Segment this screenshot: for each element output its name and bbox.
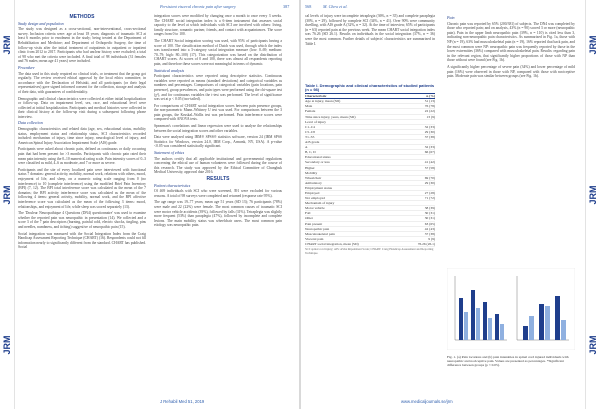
table-body bbox=[305, 99, 435, 247]
side-label-jrm: JRM bbox=[588, 35, 598, 55]
table-cell: 30 (31) bbox=[424, 216, 435, 221]
table-cell: 71 (72) bbox=[424, 196, 435, 201]
table-cell: Secondary or less bbox=[305, 160, 330, 165]
table-cell: 41 (42) bbox=[424, 160, 435, 165]
table-cell: 76 (78) bbox=[424, 104, 435, 109]
subheading: Procedure bbox=[18, 64, 35, 70]
table-cell: Fall bbox=[305, 211, 311, 216]
paragraph: Social integration was measured with the Social Integration Index from the Craig Handicap Assessment Reporting Technique (CHART) (16). Respondents could not fill information nearly to significantly different from the standard. CHART has published. Social bbox=[18, 231, 146, 250]
paragraph: Participants were asked about chronic pain, defined as continuous or daily occurring pain that had been present for >3 months. Participants with chronic pain rated their mean pain intensity using the 0–10 numerical rating scale. Pain intensity scores of 0–3 were classified as mild, 4–6 as moderate, and 7 or more as severe. bbox=[18, 147, 146, 166]
bar bbox=[476, 308, 480, 340]
table-cell: Neuropathic pain bbox=[305, 226, 330, 231]
paragraph: The study was designed as a cross-sectional, non-interventional, cross-sectional survey. Inclusion criteria were: age at least 18 years; diagnosis of traumatic SCI at least 6 months prior to enrolment in the study; being treated at the Department of Rehabilitation and Medicine; and Department of Orthopedic Surgery, the time of follow-up visits after the initial treatment of outpatients in outpatient or inpatient clinic from 2012 to 2017. Participants who had unclear history were excluded; a total of 98 who met the criteria were included. A final total of 98 individuals (31 females and 76 males; mean age 41 years) were included. bbox=[18, 27, 146, 64]
paragraph: Demographic and clinical characteristics were collected at either initial hospitalization or follow-up. Data on impairment level, sex, race, and educational level were collected at initial hospitalization. Participants and medical histories were collected in their clinical history at the follow-up visit during a subsequent following phone interview. bbox=[18, 96, 146, 119]
page-number: 568 bbox=[305, 4, 312, 9]
bar bbox=[495, 314, 499, 340]
table-cell: Male bbox=[305, 104, 313, 109]
paragraph: Participant characteristics were reported using descriptive statistics. Continuous variables were reported as means (standard deviations) and categorical variables as numbers and percentages. Comparisons of categorical variables (pain locations, pain presence), group prevalences, and pain types were performed using the chi-square test (χ²), and for continuous variables the t-test was performed. The level of significance was set at p < 0.05 (two-tailed). bbox=[154, 74, 282, 102]
table-cell: Female bbox=[305, 109, 316, 114]
paragraph: cal levels of injury were incomplete tetraplegia (36%, n = 35) and complete paraplegia (30%, n = 29), followed by complete SCI (34%, n = 41). Over 90% were community dwelling, with AIS grade A (32%, n = 32). At the time of interview, 65% of participants (n = 63) reported pain at the previous week. The mean CHART social integration index was 76.26 (SD 26.1). Results on individuals in the social integration (37%, n = 36) were the most common. Further details of subjects' characteristics are summarized in Table I. bbox=[305, 14, 435, 46]
table-cell: 32 (33) bbox=[424, 145, 435, 150]
table-cell: 22 (22) bbox=[424, 109, 435, 114]
subheading: Study design and population bbox=[18, 20, 64, 26]
table-cell: Time since injury, years, mean (SD) bbox=[305, 114, 356, 119]
table-cell: 13 (9) bbox=[426, 114, 435, 119]
table-cell: 76.26 (26.1) bbox=[417, 241, 435, 246]
section-heading: METHODS bbox=[69, 14, 95, 20]
table-header-cell: Characteristic bbox=[305, 94, 327, 99]
running-head: Persistent visceral chronic pain after surgery bbox=[160, 4, 236, 9]
bar bbox=[488, 318, 492, 340]
bar bbox=[529, 316, 534, 340]
paragraph: A significantly higher percentage of severe pain (34%) and lower percentage of mild pain (16%) were observed in those with NP, compared with those with nociceptive pain. Moderate pain was similar between groups (see Fig. 1b). bbox=[447, 64, 575, 79]
paragraph: Demographic characteristics and related data (age, sex, educational status, mobility status, employment status and relationship status, SCI characteristics recorded included: mechanism of injury, time since injury, neurological level of injury, and American Spinal Injury Association Impairment Scale (AIS) grade. bbox=[18, 127, 146, 145]
table-cell: 29 (30) bbox=[424, 180, 435, 185]
side-label-jrm: JRM bbox=[2, 335, 12, 355]
table-header-cell: n (%) bbox=[426, 94, 435, 99]
left-column-1 bbox=[18, 14, 146, 252]
table-cell: 29 (30) bbox=[424, 129, 435, 134]
table-cell: 57 (58) bbox=[424, 165, 435, 170]
table-cell: 69 (70) bbox=[424, 175, 435, 180]
paragraph: The 'Douleur Neuropathique 4 Questions (DN4) questionnaire' was used to examine whether the reported pain was neuropathic in presentation (14). We collected and a score 3 of the 7 pain descriptors (burning, painful cold, electric shocks, tingling, pins and needles, numbness, and itching) suggestive of neuropathic pain (15). bbox=[18, 211, 146, 229]
table-cell: B, C, D bbox=[305, 150, 316, 155]
side-label-jrm: JRM bbox=[588, 185, 598, 205]
bar bbox=[500, 324, 504, 340]
right-column-1 bbox=[305, 14, 435, 48]
running-head: M. Chew et al. bbox=[323, 4, 348, 9]
table-cell: Other bbox=[305, 216, 313, 221]
paragraph: Chronic pain was reported by 65% (200/381) of subjects. The DN4 was completed by those who reported pain; and on analysis, 43% (n = 90) scored 3 or more (neuropathic pain). Pain in the upper limb neuropathic pain (39%, n = 110) is cited less than 3, indicating non-neuropathic pain characteristics. As summarized in Fig. 1a, those with NP (n = 19), 63% had musculoskeletal pain (n = 19), 16% reported that back pain, and the most common were NP: neuropathic pain was frequently reported by those in the lower extremities (36%) compared with musculoskeletal pain. Results: regarding pain in the relevant region, that significantly higher proportions of those with NP than those without were found (see Fig. 1b). bbox=[447, 21, 575, 63]
table-cell: 51 (13) bbox=[424, 99, 435, 104]
bar bbox=[471, 290, 475, 340]
left-page bbox=[0, 0, 299, 409]
side-label-jrm: JRM bbox=[2, 35, 12, 55]
figure-1 bbox=[447, 268, 575, 367]
bar bbox=[464, 312, 468, 340]
left-column-2 bbox=[154, 14, 282, 230]
table-cell: Not employed bbox=[305, 196, 325, 201]
figure-1-chart bbox=[447, 268, 575, 350]
table-cell: Higher bbox=[305, 165, 315, 170]
table-cell: T1–S5 bbox=[305, 134, 315, 139]
table-cell: 30 (31) bbox=[424, 211, 435, 216]
bar bbox=[483, 302, 487, 340]
table-cell: 37 (38) bbox=[424, 231, 435, 236]
subheading: Statistical analysis bbox=[154, 67, 185, 73]
table-cell: 63 (65) bbox=[424, 221, 435, 226]
table-cell: Ambulatory bbox=[305, 180, 322, 185]
subheading: Data collection bbox=[18, 120, 43, 126]
paragraph: The CHART Social integration scoring was used, with 95% of participants having a score of 100. The classification method of Dutch was used, through which the index was transformed into a 3-category social integration measure (low: 0–69; medium: 70–79; high: 80–100) (17). This categorization was based on the distribution of CHART scores. At scores of 0 and 100, there was almost all respondents reporting pain, and therefore these scores were not meaningful in terms of dynamic. bbox=[154, 38, 282, 66]
paragraph: The data used in this study required no clinical trials, or treatment that the group got regularly. The review received ethical approval by the local ethics committee, in accordance with the Declaration of Helsinki, and all participants (or their legal representatives) gave signed informed consent for the collection, storage and analysis of their data, with guarantees of confidentiality. bbox=[18, 71, 146, 94]
paragraph: integration scores were modified by changing once a month to once every 3 weeks. The CHART social integration index is a 6-item instrument that assesses social capacity to the level at which individuals with SCI are involved with others: living, family structure, romantic partner, friends, and contact with acquaintances. The score ranges from 0 to 100. bbox=[154, 14, 282, 37]
subheading: Patient characteristics bbox=[154, 182, 191, 188]
table-caption: Table I. Demographic and clinical characteristics of studied patients (n = 98) bbox=[305, 83, 435, 93]
table-cell: 27 (28) bbox=[424, 190, 435, 195]
table-cell: C5–C8 bbox=[305, 129, 315, 134]
right-column-2 bbox=[447, 14, 575, 81]
table-cell: 32 (33) bbox=[424, 124, 435, 129]
table-1 bbox=[305, 84, 435, 255]
right-page bbox=[301, 0, 600, 409]
footer: www.medicaljournals.se/jrm bbox=[401, 399, 453, 404]
side-label-jrm: JRM bbox=[2, 185, 12, 205]
subheading: Pain bbox=[447, 15, 455, 20]
table-cell: Age at injury, mean (SD) bbox=[305, 99, 341, 104]
bar bbox=[459, 298, 463, 340]
table-cell: Level of injury bbox=[305, 119, 326, 124]
table-cell: C1–C4 bbox=[305, 124, 315, 129]
table-cell: CHART social integration, mean (SD) bbox=[305, 241, 359, 246]
paragraph: The age range was 19–77 years; mean age 51 years (SD 13); 76 participants (78%) were male and 22 (22%) were female. The most common causes of traumatic SCI were motor vehicle accidents (39%), followed by falls (31%). Tetraplegia was slightly more frequent (53%) than paraplegia (47%), followed by incomplete and complete lesions. The main mobility status was wheelchair users. The most common pain etiology was neuropathic pain. bbox=[154, 200, 282, 228]
paragraph: Data were analysed using IBM® SPSS® statistics software, version 24 (IBM SPSS Statistics for Windows, version 24.0, IBM Corp., Armonk, NY, USA). A p-value <0.05 was considered statistically significant. bbox=[154, 135, 282, 149]
table-cell: 42 (43) bbox=[424, 226, 435, 231]
figure-caption: Fig. 1. (a) Pain locations and (b) pain intensities in spinal cord injured individuals with neuropathic and nociceptive pain. Values are presented as percentages. *Significant difference between groups (p < 0.05). bbox=[447, 355, 569, 367]
table-cell: 9 (9) bbox=[428, 236, 435, 241]
table-cell: Visceral pain bbox=[305, 236, 324, 241]
side-label-jrm: JRM bbox=[588, 335, 598, 355]
bar bbox=[545, 306, 550, 340]
table-cell: Employed bbox=[305, 190, 320, 195]
table-cell: Wheelchair bbox=[305, 175, 322, 180]
footer: J Rehabil Med 51, 2019 bbox=[160, 399, 205, 404]
page-number: 387 bbox=[283, 4, 290, 9]
table-note: SCI: spinal cord injury; AIS: ASIA Impairment Scale; CHART: Craig Handicap Assessment and Reporting Technique. bbox=[305, 247, 434, 255]
table-cell: Mechanism of injury bbox=[305, 201, 335, 206]
table-cell: AIS grade bbox=[305, 140, 320, 145]
paragraph: Spearman's correlations and linear regression were used to analyse the relationships between the social integration scores and other variables. bbox=[154, 124, 282, 133]
bar bbox=[539, 304, 544, 340]
table-cell: 38 (39) bbox=[424, 206, 435, 211]
subheading: Statement of ethics bbox=[154, 150, 185, 156]
bar bbox=[523, 326, 528, 340]
paragraph: For comparisons of CHART social integration scores between pain presence groups, the non-parametric Mann–Whitney U test was used. For comparisons between the 3 pain groups, the Kruskal–Wallis test was performed. Pain interference scores were compared with ANOVA tests. bbox=[154, 103, 282, 122]
table-cell: Motor vehicle bbox=[305, 206, 325, 211]
table-cell: 66 (67) bbox=[424, 150, 435, 155]
paragraph: The authors certify that all applicable institutional and governmental regulations concerning the ethical use of human volunteers were followed during the course of this research. The study was approved by the Ethical Committee of Chungbuk Medical University, approval date 2016. bbox=[154, 156, 282, 175]
bar bbox=[561, 320, 566, 340]
paragraph: Of 469 individuals with SCI who were screened, 391 were excluded for various reasons. A total of 98 surveys were completed and returned (response rate 95%). bbox=[154, 189, 282, 198]
paragraph: Participants and the site of every localized pain were interviewed with functional status 7 domains: general activity, mobility, normal work, relations with others, mood, enjoyment of life, and sleep, on a numeric rating scale ranging from 0 (no interference) to 10 (complete interference) using the modified Brief Pain Inventory (BPI) (7, 12). The BPI total interference score was calculated as the mean of the 7 domains; the BPI activity interference score was calculated as the mean of the following 4 items: general activity, mobility, normal work, and the BPI affective interference score was calculated as the mean of the following 3 items: mood, relationships, and enjoyment of life, while sleep was scored separately (13). bbox=[18, 167, 146, 209]
section-heading: RESULTS bbox=[206, 176, 230, 182]
table-cell: A bbox=[305, 145, 308, 150]
table-cell: Mobility bbox=[305, 170, 318, 175]
table-cell: 37 (38) bbox=[424, 134, 435, 139]
table-cell: Musculoskeletal pain bbox=[305, 231, 335, 236]
table-cell: Pain present bbox=[305, 221, 323, 226]
table-cell: Educational status bbox=[305, 155, 331, 160]
table-cell: Employment status bbox=[305, 185, 332, 190]
bar bbox=[555, 296, 560, 340]
